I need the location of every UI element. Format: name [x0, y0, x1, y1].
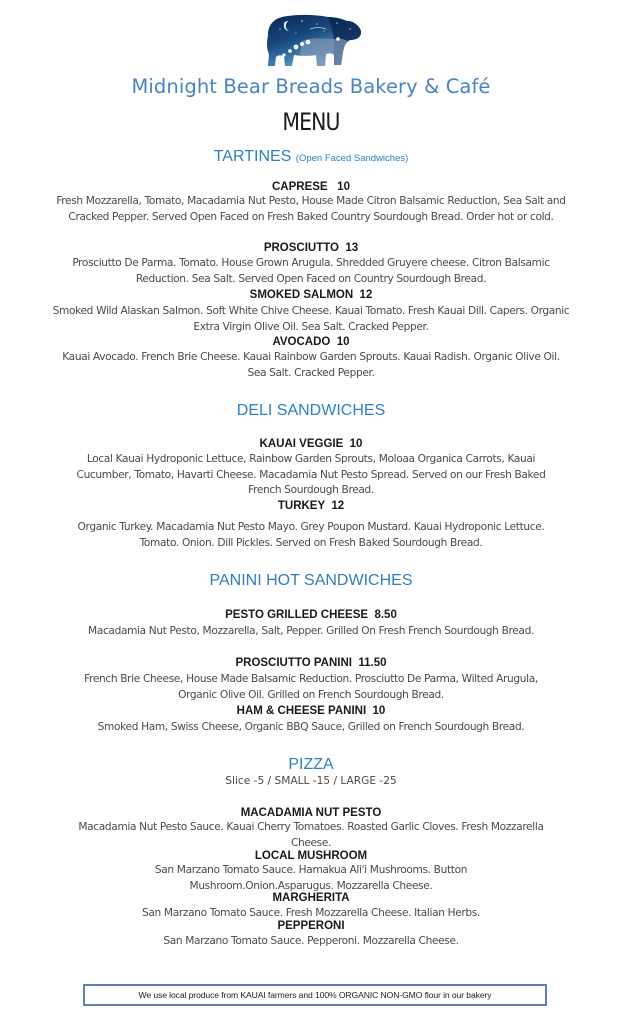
brand-name: Midnight Bear Breads Bakery & Café — [131, 75, 491, 98]
section-title: TARTINES — [213, 148, 292, 165]
item-description-ham-cheese-panini: Smoked Ham, Swiss Cheese, Organic BBQ Sauce, Grilled on French Sourdough Bread. — [97, 721, 525, 733]
section-subtitle: (Open Faced Sandwiches) — [295, 153, 409, 164]
item-name-prosciutto: PROSCIUTTO 13 — [263, 242, 359, 254]
pizza-prices: Slice -5 / SMALL -15 / LARGE -25 — [225, 775, 397, 787]
item-description-caprese: Fresh Mozzarella, Tomato, Macadamia Nut Pesto, House Made Citron Balsamic Reduction, Sea Salt and Cracked Pepper. Served Open Faced on Fresh Baked Country Sourdough Bread. Order hot or cold. — [56, 195, 566, 223]
item-name-caprese: CAPRESE 10 — [272, 181, 350, 193]
item-name-pepperoni: PEPPERONI — [277, 920, 345, 932]
item-description-margherita: San Marzano Tomato Sauce. Fresh Mozzarella Cheese. Italian Herbs. — [142, 907, 480, 919]
item-name-smoked-salmon: SMOKED SALMON 12 — [249, 289, 373, 301]
item-name-prosciutto-panini: PROSCIUTTO PANINI 11.50 — [235, 657, 387, 669]
item-name-margherita: MARGHERITA — [272, 892, 350, 904]
item-name-avocado: AVOCADO 10 — [272, 336, 350, 348]
midnight-bear-logo-icon — [262, 9, 366, 73]
section-heading-pizza — [0, 755, 622, 775]
item-name-local-mushroom: LOCAL MUSHROOM — [254, 850, 368, 862]
menu-title: MENU — [282, 108, 340, 136]
footer-note: We use local produce from KAUAI farmers and 100% ORGANIC NON-GMO flour in our bakery — [138, 990, 492, 1000]
item-name-turkey: TURKEY 12 — [277, 500, 345, 512]
item-description-pepperoni: San Marzano Tomato Sauce. Pepperoni. Mozzarella Cheese. — [163, 935, 459, 947]
section-heading-tartines — [0, 147, 622, 169]
item-description-turkey: Organic Turkey. Macadamia Nut Pesto Mayo. Grey Poupon Mustard. Kauai Hydroponic Lettuce. Tomato. Onion. Dill Pickles. Served on Fresh Baked Sourdough Bread. — [77, 521, 545, 549]
item-name-ham-cheese-panini: HAM & CHEESE PANINI 10 — [236, 705, 386, 717]
section-title: PANINI HOT SANDWICHES — [209, 572, 413, 589]
item-name-macadamia-nut-pesto: MACADAMIA NUT PESTO — [240, 807, 382, 819]
item-description-prosciutto: Prosciutto De Parma. Tomato. House Grown Arugula. Shredded Gruyere cheese. Citron Balsamic Reduction. Sea Salt. Served Open Faced on Country Sourdough Bread. — [72, 257, 550, 285]
item-description-local-mushroom: San Marzano Tomato Sauce. Hamakua Ali'i Mushrooms. Button Mushroom.Onion.Asparugus. Mozzarella Cheese. — [154, 864, 468, 892]
section-heading-panini — [0, 571, 622, 591]
item-description-prosciutto-panini: French Brie Cheese, House Made Balsamic Reduction. Prosciutto De Parma, Wilted Arugula, Organic Olive Oil. Grilled on French Sourdough Bread. — [84, 673, 538, 701]
section-heading-deli-sandwiches — [0, 401, 622, 421]
item-description-kauai-veggie: Local Kauai Hydroponic Lettuce, Rainbow Garden Sprouts, Moloaa Organica Carrots, Kauai Cucumber, Tomato, Havarti Cheese. Macadamia Nut Pesto Spread. Served on our Fresh Baked French Sourdough Bread. — [76, 453, 546, 496]
item-description-pesto-grilled-cheese: Macadamia Nut Pesto, Mozzarella, Salt, Pepper. Grilled On Fresh French Sourdough Bread. — [88, 625, 534, 637]
item-name-kauai-veggie: KAUAI VEGGIE 10 — [259, 438, 363, 450]
item-description-macadamia-nut-pesto: Macadamia Nut Pesto Sauce. Kauai Cherry Tomatoes. Roasted Garlic Cloves. Fresh Mozzarella Cheese. — [78, 821, 544, 849]
section-title: DELI SANDWICHES — [236, 402, 386, 419]
item-description-avocado: Kauai Avocado. French Brie Cheese. Kauai Rainbow Garden Sprouts. Kauai Radish. Organic Olive Oil. Sea Salt. Cracked Pepper. — [62, 351, 560, 379]
item-description-smoked-salmon: Smoked Wild Alaskan Salmon. Soft White Chive Cheese. Kauai Tomato. Fresh Kauai Dill. Capers. Organic Extra Virgin Olive Oil. Sea Salt. Cracked Pepper. — [52, 305, 570, 333]
item-name-pesto-grilled-cheese: PESTO GRILLED CHEESE 8.50 — [225, 609, 397, 621]
footer-note-box — [83, 984, 547, 1006]
section-title: PIZZA — [288, 756, 334, 773]
